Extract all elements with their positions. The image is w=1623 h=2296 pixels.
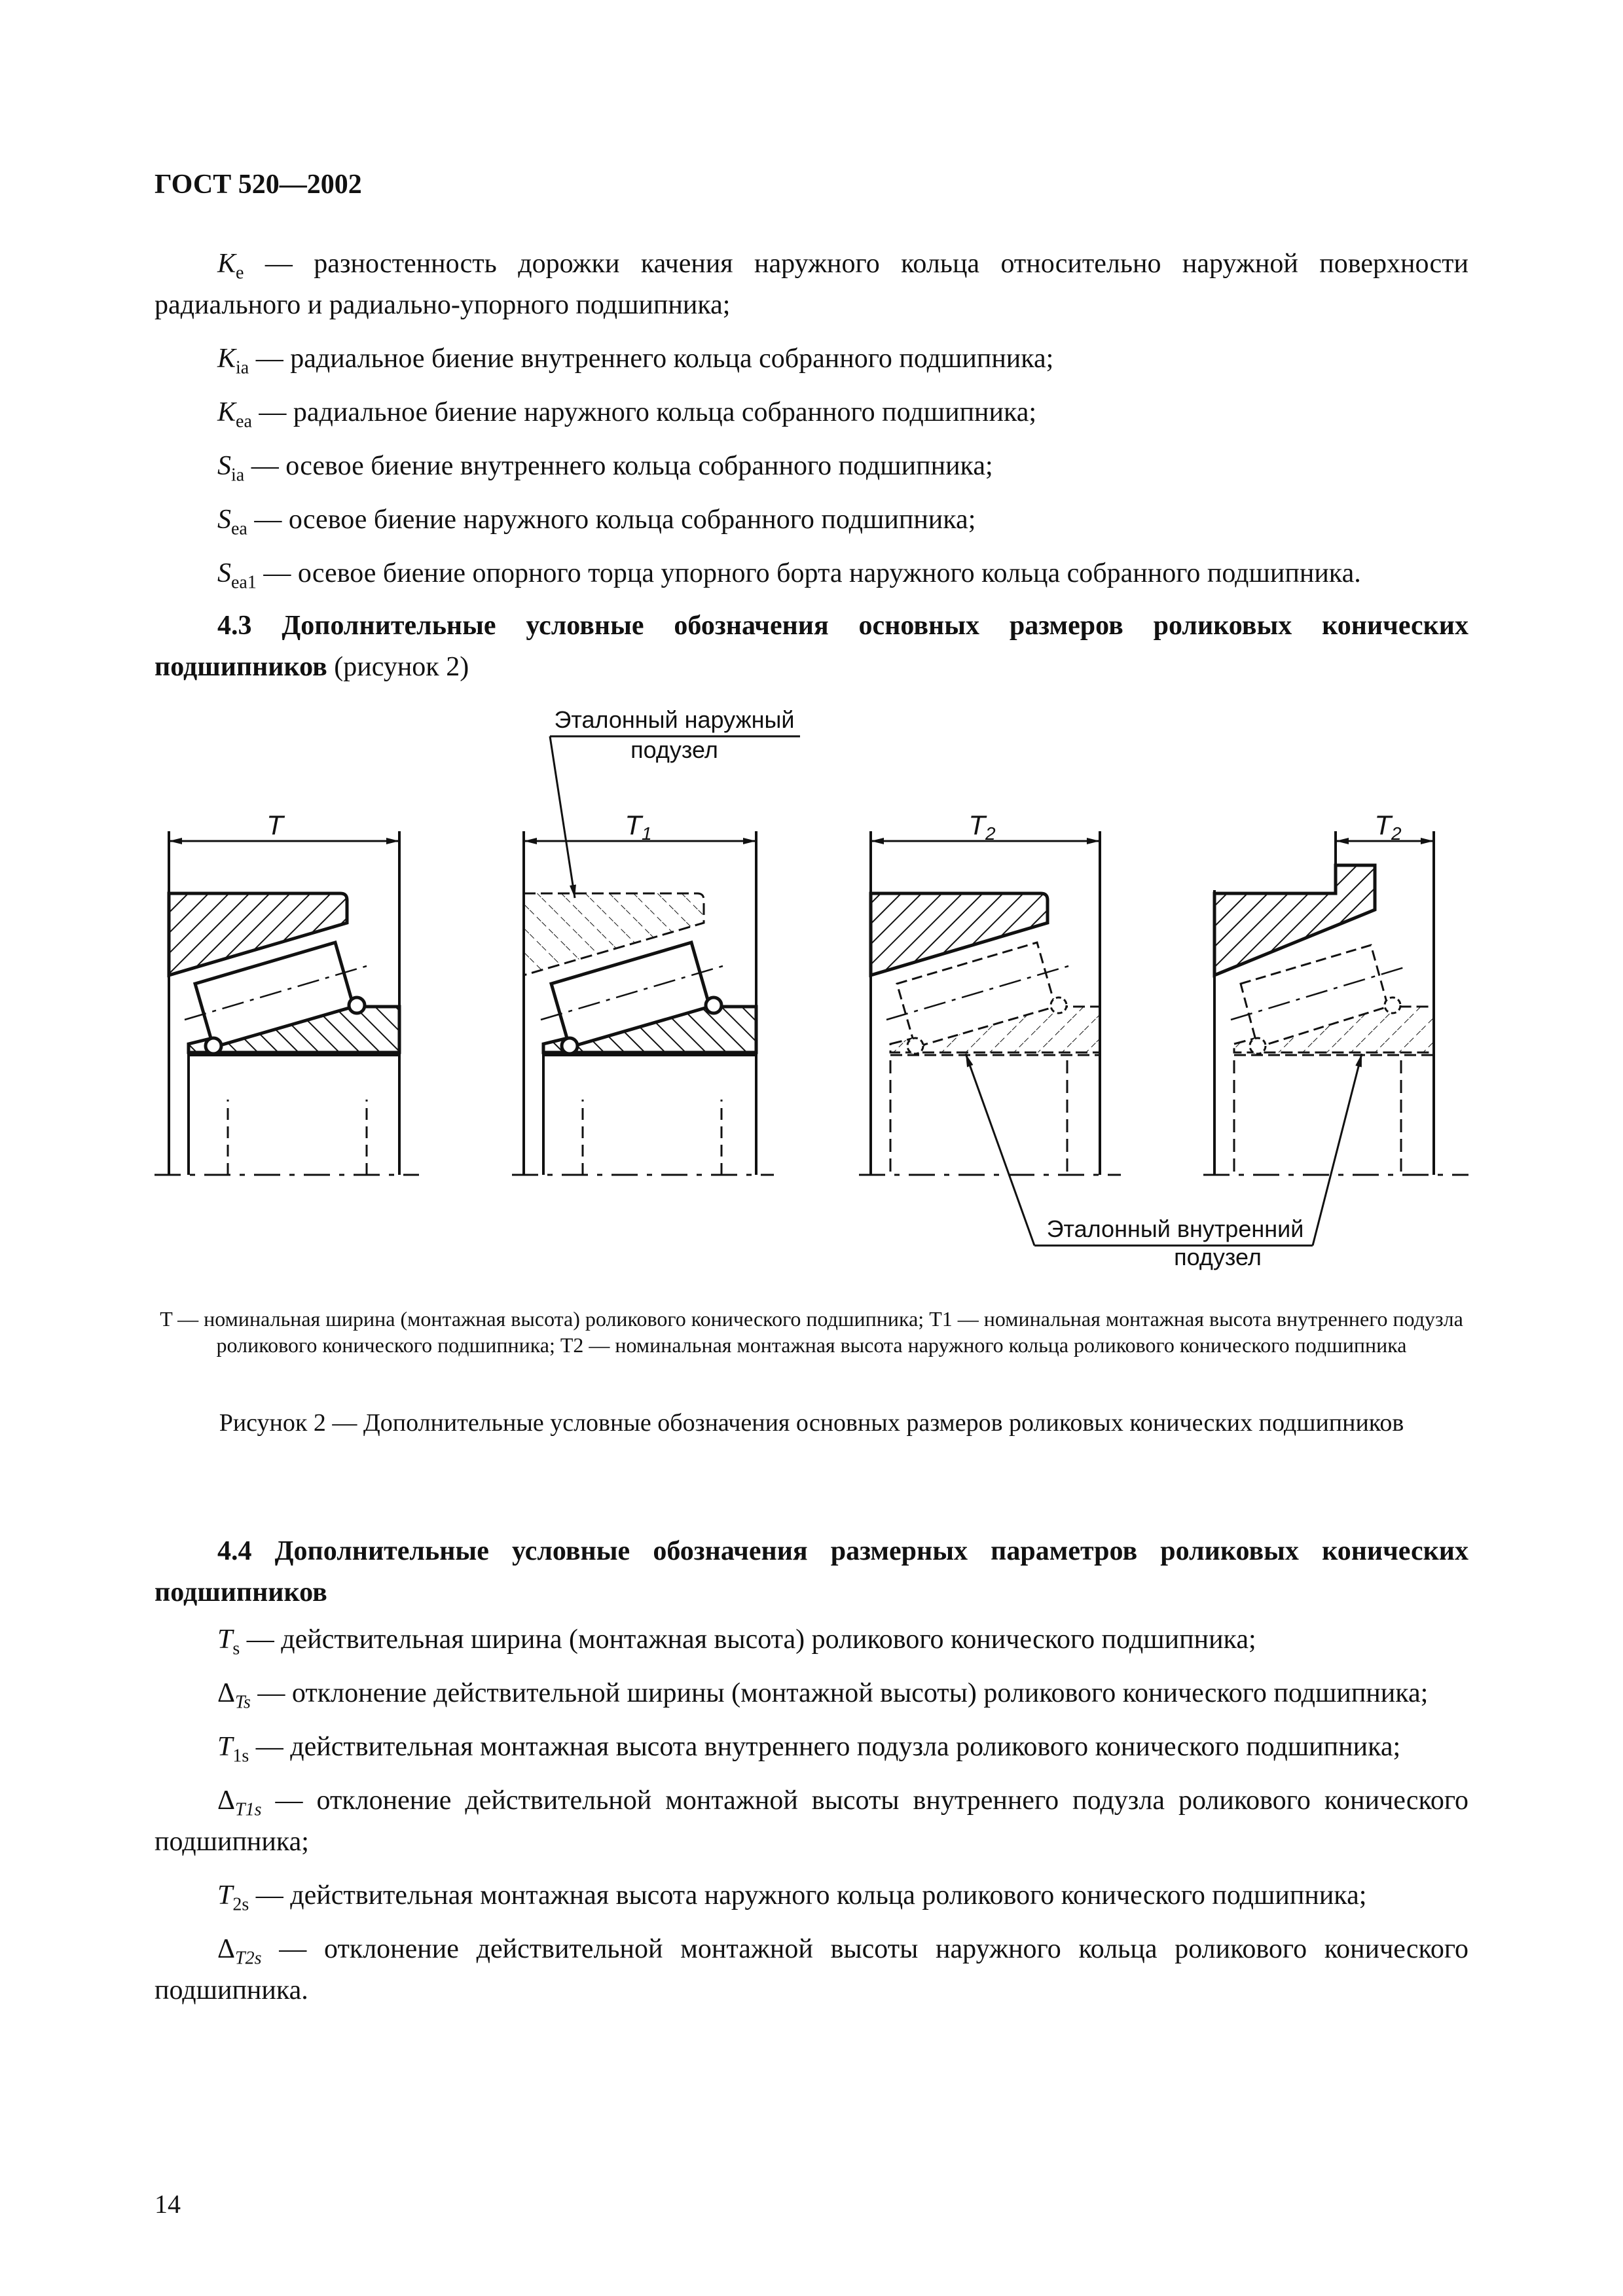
section-title: Дополнительные условные обозначения основных размеров роликовых конических подшипников <box>155 611 1469 682</box>
definition-item: $T_s$ — действительная ширина (монтажная высота) роликового конического подшипника; <box>217 1624 1256 1659</box>
bearing-drawing-4 <box>1214 810 1434 1175</box>
label-inner-subassembly-2: подузел <box>1174 1244 1262 1270</box>
definition-item: $\Delta_{T2s}$ — отклонение действительной монтажной высоты наружного кольца роликового конического подшипника. <box>155 1934 1468 2005</box>
callout-outer-subassembly <box>550 706 800 898</box>
definitions-list-2 <box>155 1619 1468 2011</box>
definitions-list-1 <box>155 243 1468 594</box>
section-suffix: (рисунок 2) <box>327 652 469 682</box>
dim-label-T: T <box>266 810 283 840</box>
section-title: Дополнительные условные обозначения размерных параметров роликовых конических подшипников <box>155 1536 1468 1607</box>
dim-label-T1: T1 <box>625 810 652 844</box>
label-outer-subassembly-1: Эталонный наружный <box>554 706 795 733</box>
definition-item: $K_e$ — разностенность дорожки качения наружного кольца относительно наружной поверхности радиального и радиально-упорного подшипника; <box>155 249 1468 320</box>
definition-item: $K_{ea}$ — радиальное биение наружного кольца собранного подшипника; <box>217 397 1037 432</box>
figure-2-drawing <box>0 694 1623 1296</box>
definition-item: $K_{ia}$ — радиальное биение внутреннего кольца собранного подшипника; <box>217 344 1054 378</box>
bearing-drawing-3 <box>871 810 1100 1175</box>
section-number: 4.3 <box>217 611 252 641</box>
callout-inner-subassembly <box>966 1054 1362 1270</box>
page-number: 14 <box>155 2189 181 2219</box>
label-outer-subassembly-2: подузел <box>630 736 718 763</box>
definition-item: $S_{ea}$ — осевое биение наружного кольца собранного подшипника; <box>217 505 976 539</box>
section-4-4-heading <box>155 1531 1468 1613</box>
document-header: ГОСТ 520—2002 <box>155 170 362 200</box>
bearing-drawing-2 <box>524 810 756 1175</box>
figure-note: T — номинальная ширина (монтажная высота) роликового конического подшипника; T1 — номинальная монтажная высота внутреннего подузла роликового конического подшипника; T2 — номинальная монтажная высота наружного кольца роликового конического подшипника <box>160 1307 1463 1357</box>
definition-item: $\Delta_{Ts}$ — отклонение действительной ширины (монтажной высоты) роликового конического подшипника; <box>217 1678 1429 1713</box>
section-number: 4.4 <box>217 1536 252 1566</box>
section-4-3-heading <box>155 605 1468 688</box>
definition-item: $T_{1s}$ — действительная монтажная высота внутреннего подузла роликового конического подшипника; <box>217 1732 1401 1767</box>
dim-label-T2-flanged: T2 <box>1374 810 1402 844</box>
dim-label-T2: T2 <box>968 810 996 844</box>
definition-item: $S_{ia}$ — осевое биение внутреннего кольца собранного подшипника; <box>217 451 993 486</box>
definition-item: $S_{ea1}$ — осевое биение опорного торца упорного борта наружного кольца собранного подшипника. <box>217 558 1361 593</box>
label-inner-subassembly-1: Эталонный внутренний <box>1046 1215 1304 1242</box>
bearing-drawing-1 <box>169 810 399 1175</box>
definition-item: $T_{2s}$ — действительная монтажная высота наружного кольца роликового конического подшипника; <box>217 1880 1367 1915</box>
figure-caption: Рисунок 2 — Дополнительные условные обозначения основных размеров роликовых конических подшипников <box>219 1409 1404 1437</box>
definition-item: $\Delta_{T1s}$ — отклонение действительной монтажной высоты внутреннего подузла роликового конического подшипника; <box>155 1785 1468 1857</box>
